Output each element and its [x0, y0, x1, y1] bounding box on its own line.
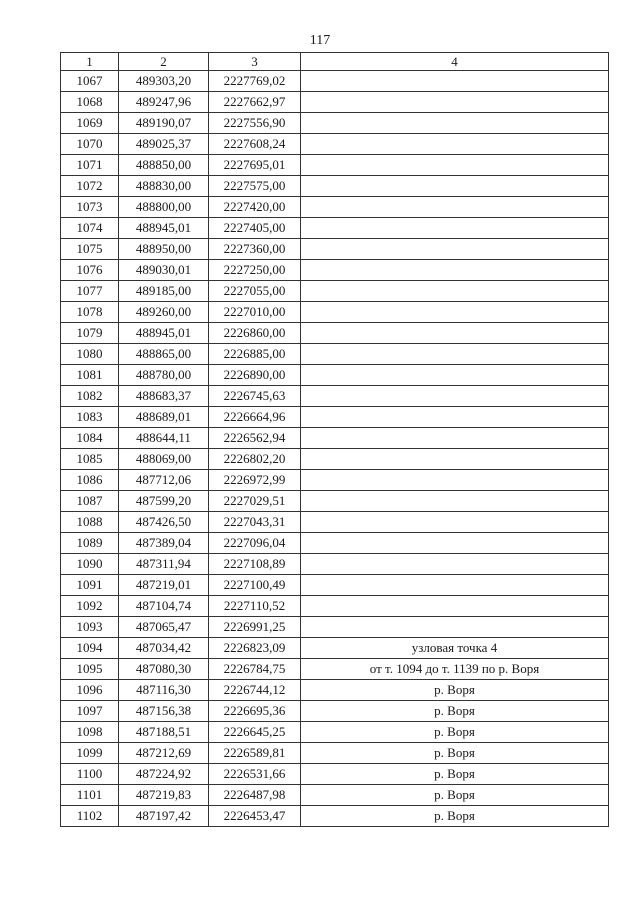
table-row [61, 113, 609, 134]
x-coordinate-cell: 487311,94 [119, 554, 209, 575]
table-row [61, 302, 609, 323]
y-coordinate-cell: 2226664,96 [209, 407, 301, 428]
description-cell [301, 218, 609, 239]
point-number-cell: 1093 [61, 617, 119, 638]
point-number-cell: 1077 [61, 281, 119, 302]
table-row [61, 323, 609, 344]
description-cell [301, 491, 609, 512]
description-cell: р. Воря [301, 743, 609, 764]
description-cell: р. Воря [301, 701, 609, 722]
column-header: 3 [209, 53, 301, 71]
x-coordinate-cell: 487188,51 [119, 722, 209, 743]
table-row [61, 239, 609, 260]
y-coordinate-cell: 2227556,90 [209, 113, 301, 134]
y-coordinate-cell: 2227029,51 [209, 491, 301, 512]
description-cell: р. Воря [301, 785, 609, 806]
description-cell [301, 197, 609, 218]
y-coordinate-cell: 2227096,04 [209, 533, 301, 554]
description-cell [301, 575, 609, 596]
point-number-cell: 1099 [61, 743, 119, 764]
table-row [61, 344, 609, 365]
y-coordinate-cell: 2226744,12 [209, 680, 301, 701]
table-row [61, 659, 609, 680]
x-coordinate-cell: 489260,00 [119, 302, 209, 323]
x-coordinate-cell: 487389,04 [119, 533, 209, 554]
point-number-cell: 1087 [61, 491, 119, 512]
point-number-cell: 1088 [61, 512, 119, 533]
x-coordinate-cell: 487224,92 [119, 764, 209, 785]
description-cell [301, 449, 609, 470]
description-cell [301, 113, 609, 134]
y-coordinate-cell: 2226453,47 [209, 806, 301, 827]
x-coordinate-cell: 487080,30 [119, 659, 209, 680]
point-number-cell: 1100 [61, 764, 119, 785]
x-coordinate-cell: 487156,38 [119, 701, 209, 722]
description-cell [301, 344, 609, 365]
point-number-cell: 1089 [61, 533, 119, 554]
y-coordinate-cell: 2227360,00 [209, 239, 301, 260]
point-number-cell: 1076 [61, 260, 119, 281]
table-row [61, 386, 609, 407]
table-row [61, 92, 609, 113]
y-coordinate-cell: 2226885,00 [209, 344, 301, 365]
y-coordinate-cell: 2227662,97 [209, 92, 301, 113]
description-cell [301, 134, 609, 155]
x-coordinate-cell: 488683,37 [119, 386, 209, 407]
table-header-row [61, 53, 609, 71]
table-row [61, 218, 609, 239]
x-coordinate-cell: 488069,00 [119, 449, 209, 470]
point-number-cell: 1094 [61, 638, 119, 659]
table-row [61, 722, 609, 743]
y-coordinate-cell: 2226695,36 [209, 701, 301, 722]
x-coordinate-cell: 488945,01 [119, 323, 209, 344]
x-coordinate-cell: 488689,01 [119, 407, 209, 428]
table-row [61, 806, 609, 827]
table-row [61, 155, 609, 176]
point-number-cell: 1102 [61, 806, 119, 827]
point-number-cell: 1097 [61, 701, 119, 722]
table-row [61, 554, 609, 575]
description-cell [301, 533, 609, 554]
point-number-cell: 1075 [61, 239, 119, 260]
y-coordinate-cell: 2226784,75 [209, 659, 301, 680]
y-coordinate-cell: 2227250,00 [209, 260, 301, 281]
x-coordinate-cell: 487034,42 [119, 638, 209, 659]
y-coordinate-cell: 2226802,20 [209, 449, 301, 470]
y-coordinate-cell: 2226645,25 [209, 722, 301, 743]
x-coordinate-cell: 487426,50 [119, 512, 209, 533]
table-row [61, 281, 609, 302]
point-number-cell: 1069 [61, 113, 119, 134]
x-coordinate-cell: 488644,11 [119, 428, 209, 449]
point-number-cell: 1084 [61, 428, 119, 449]
description-cell: р. Воря [301, 764, 609, 785]
point-number-cell: 1067 [61, 71, 119, 92]
x-coordinate-cell: 489303,20 [119, 71, 209, 92]
point-number-cell: 1090 [61, 554, 119, 575]
x-coordinate-cell: 489247,96 [119, 92, 209, 113]
description-cell [301, 176, 609, 197]
description-cell [301, 239, 609, 260]
description-cell [301, 617, 609, 638]
description-cell [301, 554, 609, 575]
y-coordinate-cell: 2227010,00 [209, 302, 301, 323]
table-row [61, 680, 609, 701]
x-coordinate-cell: 489185,00 [119, 281, 209, 302]
table-row [61, 491, 609, 512]
column-header: 4 [301, 53, 609, 71]
point-number-cell: 1091 [61, 575, 119, 596]
table-row [61, 533, 609, 554]
y-coordinate-cell: 2226823,09 [209, 638, 301, 659]
x-coordinate-cell: 487219,83 [119, 785, 209, 806]
x-coordinate-cell: 488780,00 [119, 365, 209, 386]
description-cell: от т. 1094 до т. 1139 по р. Воря [301, 659, 609, 680]
x-coordinate-cell: 487065,47 [119, 617, 209, 638]
table-row [61, 764, 609, 785]
y-coordinate-cell: 2226562,94 [209, 428, 301, 449]
point-number-cell: 1078 [61, 302, 119, 323]
y-coordinate-cell: 2227769,02 [209, 71, 301, 92]
y-coordinate-cell: 2227043,31 [209, 512, 301, 533]
description-cell: узловая точка 4 [301, 638, 609, 659]
description-cell [301, 302, 609, 323]
table-row [61, 260, 609, 281]
x-coordinate-cell: 489190,07 [119, 113, 209, 134]
point-number-cell: 1096 [61, 680, 119, 701]
x-coordinate-cell: 488865,00 [119, 344, 209, 365]
y-coordinate-cell: 2227405,00 [209, 218, 301, 239]
point-number-cell: 1074 [61, 218, 119, 239]
point-number-cell: 1070 [61, 134, 119, 155]
description-cell [301, 365, 609, 386]
y-coordinate-cell: 2226890,00 [209, 365, 301, 386]
x-coordinate-cell: 487712,06 [119, 470, 209, 491]
column-header: 1 [61, 53, 119, 71]
x-coordinate-cell: 487219,01 [119, 575, 209, 596]
description-cell: р. Воря [301, 806, 609, 827]
description-cell [301, 428, 609, 449]
x-coordinate-cell: 489030,01 [119, 260, 209, 281]
y-coordinate-cell: 2227108,89 [209, 554, 301, 575]
table-row [61, 176, 609, 197]
x-coordinate-cell: 488950,00 [119, 239, 209, 260]
x-coordinate-cell: 489025,37 [119, 134, 209, 155]
x-coordinate-cell: 488830,00 [119, 176, 209, 197]
point-number-cell: 1072 [61, 176, 119, 197]
point-number-cell: 1086 [61, 470, 119, 491]
table-row [61, 743, 609, 764]
y-coordinate-cell: 2227055,00 [209, 281, 301, 302]
point-number-cell: 1081 [61, 365, 119, 386]
table-row [61, 638, 609, 659]
description-cell [301, 71, 609, 92]
x-coordinate-cell: 487104,74 [119, 596, 209, 617]
point-number-cell: 1092 [61, 596, 119, 617]
description-cell [301, 155, 609, 176]
description-cell [301, 260, 609, 281]
x-coordinate-cell: 487197,42 [119, 806, 209, 827]
point-number-cell: 1082 [61, 386, 119, 407]
table-row [61, 428, 609, 449]
x-coordinate-cell: 487599,20 [119, 491, 209, 512]
column-header: 2 [119, 53, 209, 71]
y-coordinate-cell: 2227420,00 [209, 197, 301, 218]
y-coordinate-cell: 2226860,00 [209, 323, 301, 344]
table-row [61, 197, 609, 218]
table-row [61, 617, 609, 638]
point-number-cell: 1083 [61, 407, 119, 428]
y-coordinate-cell: 2227608,24 [209, 134, 301, 155]
point-number-cell: 1098 [61, 722, 119, 743]
description-cell [301, 281, 609, 302]
description-cell [301, 386, 609, 407]
y-coordinate-cell: 2227100,49 [209, 575, 301, 596]
table-row [61, 407, 609, 428]
coordinates-table [60, 52, 609, 827]
point-number-cell: 1073 [61, 197, 119, 218]
point-number-cell: 1079 [61, 323, 119, 344]
table-row [61, 470, 609, 491]
page-number: 117 [309, 33, 331, 48]
table-row [61, 365, 609, 386]
x-coordinate-cell: 488800,00 [119, 197, 209, 218]
table-row [61, 134, 609, 155]
y-coordinate-cell: 2227575,00 [209, 176, 301, 197]
point-number-cell: 1080 [61, 344, 119, 365]
description-cell: р. Воря [301, 680, 609, 701]
y-coordinate-cell: 2227110,52 [209, 596, 301, 617]
x-coordinate-cell: 487116,30 [119, 680, 209, 701]
table-row [61, 575, 609, 596]
point-number-cell: 1085 [61, 449, 119, 470]
table-row [61, 785, 609, 806]
point-number-cell: 1095 [61, 659, 119, 680]
description-cell [301, 596, 609, 617]
point-number-cell: 1071 [61, 155, 119, 176]
table-row [61, 701, 609, 722]
x-coordinate-cell: 487212,69 [119, 743, 209, 764]
x-coordinate-cell: 488850,00 [119, 155, 209, 176]
x-coordinate-cell: 488945,01 [119, 218, 209, 239]
table-row [61, 449, 609, 470]
y-coordinate-cell: 2226972,99 [209, 470, 301, 491]
point-number-cell: 1101 [61, 785, 119, 806]
y-coordinate-cell: 2226531,66 [209, 764, 301, 785]
table-body [61, 71, 609, 827]
description-cell: р. Воря [301, 722, 609, 743]
table-row [61, 596, 609, 617]
description-cell [301, 512, 609, 533]
table-row [61, 512, 609, 533]
description-cell [301, 92, 609, 113]
description-cell [301, 323, 609, 344]
y-coordinate-cell: 2226991,25 [209, 617, 301, 638]
y-coordinate-cell: 2226745,63 [209, 386, 301, 407]
description-cell [301, 407, 609, 428]
y-coordinate-cell: 2227695,01 [209, 155, 301, 176]
y-coordinate-cell: 2226589,81 [209, 743, 301, 764]
point-number-cell: 1068 [61, 92, 119, 113]
table-row [61, 71, 609, 92]
y-coordinate-cell: 2226487,98 [209, 785, 301, 806]
description-cell [301, 470, 609, 491]
